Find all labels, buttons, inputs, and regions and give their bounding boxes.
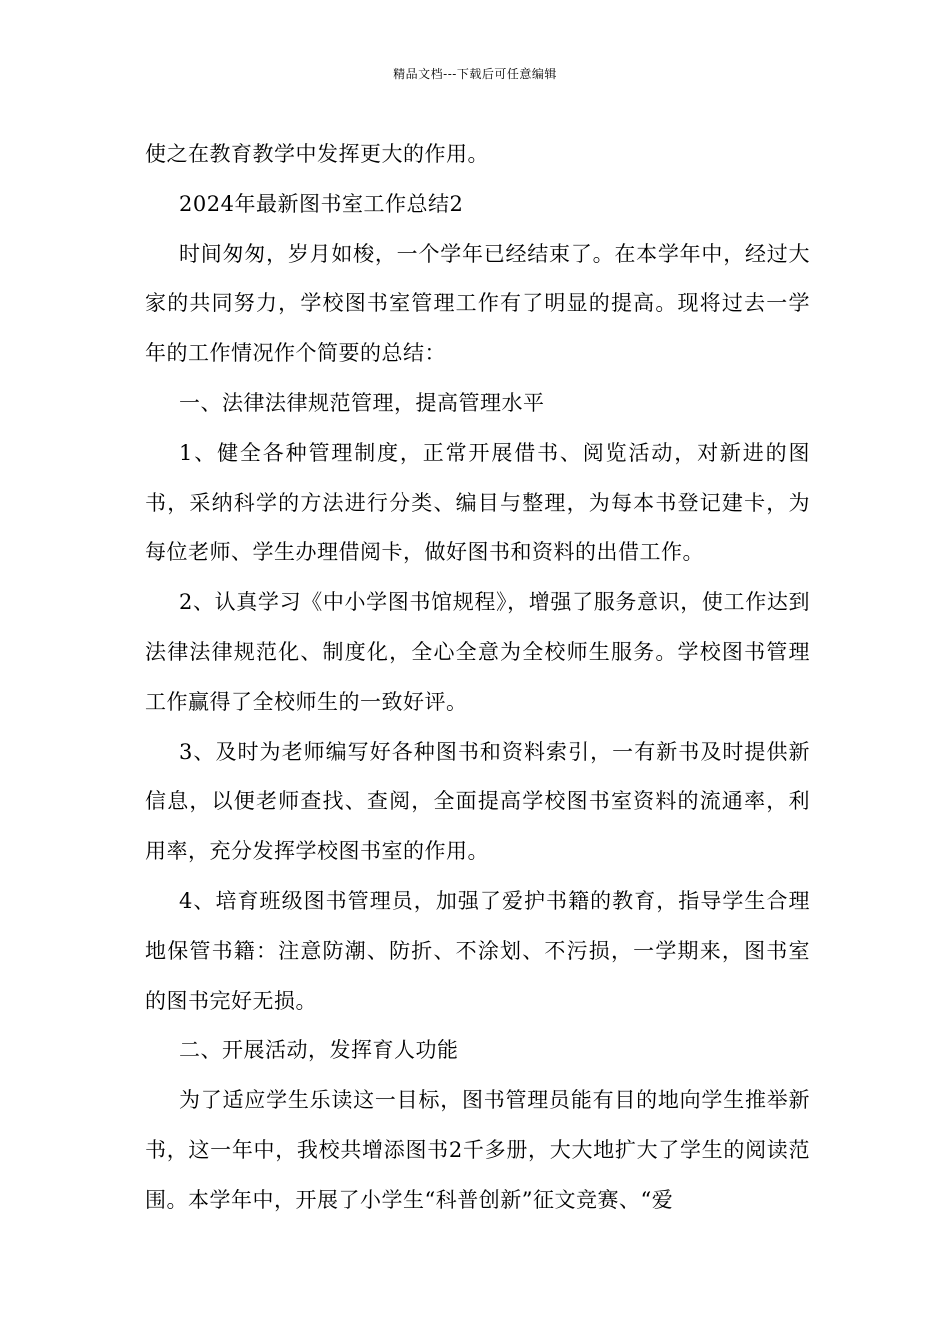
paragraph-continuation: 使之在教育教学中发挥更大的作用。 xyxy=(145,142,489,166)
paragraph-intro: 时间匆匆，岁月如梭，一个学年已经结束了。在本学年中，经过大家的共同努力，学校图书室管理工作有了明显的提高。现将过去一学年的工作情况作个简要的总结： xyxy=(145,241,810,366)
heading-part-two: 二、开展活动，发挥育人功能 xyxy=(179,1038,459,1063)
paragraph-activities: 为了适应学生乐读这一目标，图书管理员能有目的地向学生推举新书，这一年中，我校共增添图书2千多册，大大地扩大了学生的阅读范围。本学年中，开展了小学生“科普创新”征文竞赛、“爱 xyxy=(145,1088,810,1212)
paragraph-item-4: 4、培育班级图书管理员，加强了爱护书籍的教育，指导学生合理地保管书籍：注意防潮、防折、不涂划、不污损，一学期来，图书室的图书完好无损。 xyxy=(145,888,810,1013)
heading-part-one: 一、法律法律规范管理，提高管理水平 xyxy=(179,390,545,415)
page-header: 精品文档---下载后可任意编辑 xyxy=(393,67,557,81)
paragraph-item-1: 1、健全各种管理制度，正常开展借书、阅览活动，对新进的图书，采纳科学的方法进行分类、编目与整理，为每本书登记建卡，为每位老师、学生办理借阅卡，做好图书和资料的出借工作。 xyxy=(145,440,810,565)
section-title: 2024年最新图书室工作总结2 xyxy=(179,191,464,216)
paragraph-item-2: 2、认真学习《中小学图书馆规程》，增强了服务意识，使工作达到法律法律规范化、制度化，全心全意为全校师生服务。学校图书管理工作赢得了全校师生的一致好评。 xyxy=(145,590,810,714)
document-body xyxy=(145,130,810,1226)
paragraph-item-3: 3、及时为老师编写好各种图书和资料索引，一有新书及时提供新信息，以便老师查找、查阅，全面提高学校图书室资料的流通率，利用率，充分发挥学校图书室的作用。 xyxy=(145,739,810,864)
